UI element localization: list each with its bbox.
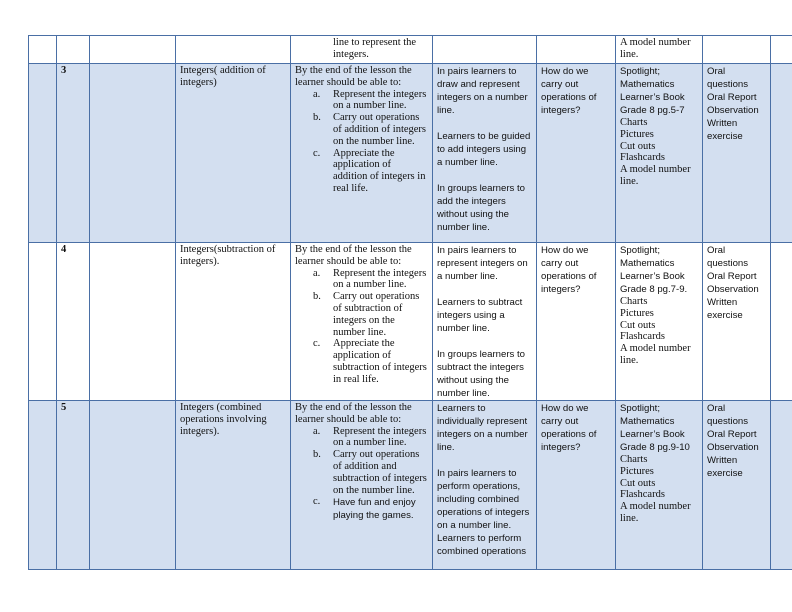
objective-letter: b. — [313, 291, 321, 303]
objective-text: Appreciate the application of addition of integers in real life. — [333, 147, 426, 194]
topic-cell: Integers( addition of integers) — [176, 64, 291, 243]
objective-item — [295, 112, 428, 147]
inquiry-question: How do we carry out operations of integers? — [537, 64, 616, 243]
remarks-cell — [771, 401, 792, 570]
assessment-item: Written exercise — [707, 455, 743, 479]
activity-item: In groups learners to add the integers without using the number line. — [437, 183, 525, 233]
resource-item: Cut outs — [620, 140, 656, 152]
remarks-cell — [771, 36, 792, 64]
objective-item — [295, 426, 428, 450]
objective-item — [295, 449, 428, 496]
table-row — [29, 401, 792, 570]
strand-cell — [90, 243, 176, 401]
resource-tail: A model number line. — [620, 37, 691, 60]
remarks-cell — [771, 64, 792, 243]
assessment-item: Observation — [707, 284, 759, 295]
resource-item: Pictures — [620, 128, 654, 140]
objective-letter: a. — [313, 88, 321, 100]
activities-cell — [433, 243, 537, 401]
objectives-cell — [291, 64, 433, 243]
objective-text: Appreciate the application of subtraction of integers in real life. — [333, 338, 427, 385]
activities-cell — [433, 401, 537, 570]
activity-item: Learners to subtract integers using a number line. — [437, 297, 523, 334]
objective-item — [295, 291, 428, 338]
table-row — [29, 64, 792, 243]
assessment-item: Written exercise — [707, 297, 743, 321]
objectives-intro: By the end of the lesson the learner should be able to: — [295, 402, 412, 425]
assessment-item: Written exercise — [707, 118, 743, 142]
resource-item: Charts — [620, 296, 648, 307]
resources-cell — [616, 36, 703, 64]
topic-cell: Integers(subtraction of integers). — [176, 243, 291, 401]
assessment-item: Observation — [707, 442, 759, 453]
inquiry-cell — [537, 36, 616, 64]
objective-text: Carry out operations of addition and subtraction of integers on the number line. — [333, 449, 427, 496]
lesson-cell — [57, 36, 90, 64]
assessment-cell — [703, 64, 771, 243]
objective-item — [295, 496, 428, 522]
inquiry-question: How do we carry out operations of integers? — [537, 243, 616, 401]
activity-item: Learners to perform combined operations — [437, 533, 527, 557]
resource-book: Spotlight; Mathematics Learner’s Book Grade 8 pg.9-10 — [620, 403, 690, 453]
lesson-number: 4 — [57, 243, 90, 401]
objective-text: Have fun and enjoy playing the games. — [333, 497, 416, 522]
assessment-cell — [703, 401, 771, 570]
assessment-item: Oral Report — [707, 271, 757, 282]
resource-item: A model number line. — [620, 501, 691, 524]
objective-item — [295, 338, 428, 385]
assessment-item: Oral Report — [707, 92, 757, 103]
resource-item: Charts — [620, 454, 648, 465]
resource-item: Flashcards — [620, 152, 665, 164]
activity-item: In groups learners to subtract the integers without using the number line. — [437, 349, 525, 399]
week-cell — [29, 36, 57, 64]
strand-cell — [90, 64, 176, 243]
resource-item: Cut outs — [620, 319, 656, 331]
resources-cell — [616, 401, 703, 570]
objectives-cell — [291, 36, 433, 64]
activity-item: Learners to be guided to add integers using a number line. — [437, 131, 531, 168]
remarks-cell — [771, 243, 792, 401]
activity-item: In pairs learners to represent integers on a number line. — [437, 245, 528, 282]
objectives-intro: By the end of the lesson the learner should be able to: — [295, 65, 412, 88]
topic-cell: Integers (combined operations involving integers). — [176, 401, 291, 570]
objectives-list — [295, 89, 428, 195]
objective-letter: c. — [313, 496, 321, 508]
week-cell — [29, 401, 57, 570]
table-row — [29, 243, 792, 401]
scheme-of-work-table — [28, 35, 792, 570]
resource-item: Flashcards — [620, 331, 665, 343]
objectives-list — [295, 268, 428, 386]
objective-text: Carry out operations of subtraction of integers on the number line. — [333, 291, 420, 338]
assessment-item: Oral Report — [707, 429, 757, 440]
assessment-item: Observation — [707, 105, 759, 116]
resources-cell — [616, 64, 703, 243]
resource-item: Flashcards — [620, 489, 665, 501]
objective-item — [295, 268, 428, 292]
assessment-item: Oral questions — [707, 66, 749, 90]
resources-cell — [616, 243, 703, 401]
resource-book: Spotlight; Mathematics Learner’s Book Grade 8 pg.5-7 — [620, 66, 685, 116]
objective-letter: a. — [313, 267, 321, 279]
resource-item: Charts — [620, 117, 648, 128]
objectives-intro: By the end of the lesson the learner should be able to: — [295, 244, 412, 267]
assessment-item: Oral questions — [707, 403, 749, 427]
week-cell — [29, 64, 57, 243]
objectives-cell — [291, 243, 433, 401]
objective-letter: b. — [313, 112, 321, 124]
activities-cell — [433, 64, 537, 243]
objective-tail: line to represent the integers. — [333, 37, 417, 60]
resource-item: Pictures — [620, 307, 654, 319]
objectives-cell — [291, 401, 433, 570]
resource-item: A model number line. — [620, 343, 691, 366]
activity-item: In pairs learners to draw and represent integers on a number line. — [437, 66, 528, 116]
activities-cell — [433, 36, 537, 64]
activity-item: In pairs learners to perform operations, including combined operations of integers on a number line. — [437, 468, 530, 531]
objective-letter: c. — [313, 338, 321, 350]
resource-item: Cut outs — [620, 477, 656, 489]
assessment-item: Oral questions — [707, 245, 749, 269]
objective-text: Represent the integers on a number line. — [333, 88, 427, 112]
objective-letter: c. — [313, 147, 321, 159]
objective-item — [295, 89, 428, 113]
objective-text: Carry out operations of addition of integers on the number line. — [333, 112, 427, 147]
inquiry-question: How do we carry out operations of integers? — [537, 401, 616, 570]
resource-item: A model number line. — [620, 164, 691, 187]
objectives-list — [295, 426, 428, 523]
activity-item: Learners to individually represent integers on a number line. — [437, 403, 528, 453]
assessment-cell — [703, 243, 771, 401]
strand-cell — [90, 401, 176, 570]
week-cell — [29, 243, 57, 401]
resource-book: Spotlight; Mathematics Learner’s Book Grade 8 pg.7-9. — [620, 245, 688, 295]
objective-text: Represent the integers on a number line. — [333, 425, 427, 449]
objective-letter: b. — [313, 449, 321, 461]
lesson-number: 3 — [57, 64, 90, 243]
table-row-continued — [29, 36, 792, 64]
objective-text: Represent the integers on a number line. — [333, 267, 427, 291]
lesson-number: 5 — [57, 401, 90, 570]
strand-cell — [90, 36, 176, 64]
objective-letter: a. — [313, 425, 321, 437]
assessment-cell — [703, 36, 771, 64]
resource-item: Pictures — [620, 465, 654, 477]
topic-cell — [176, 36, 291, 64]
objective-item — [295, 148, 428, 195]
